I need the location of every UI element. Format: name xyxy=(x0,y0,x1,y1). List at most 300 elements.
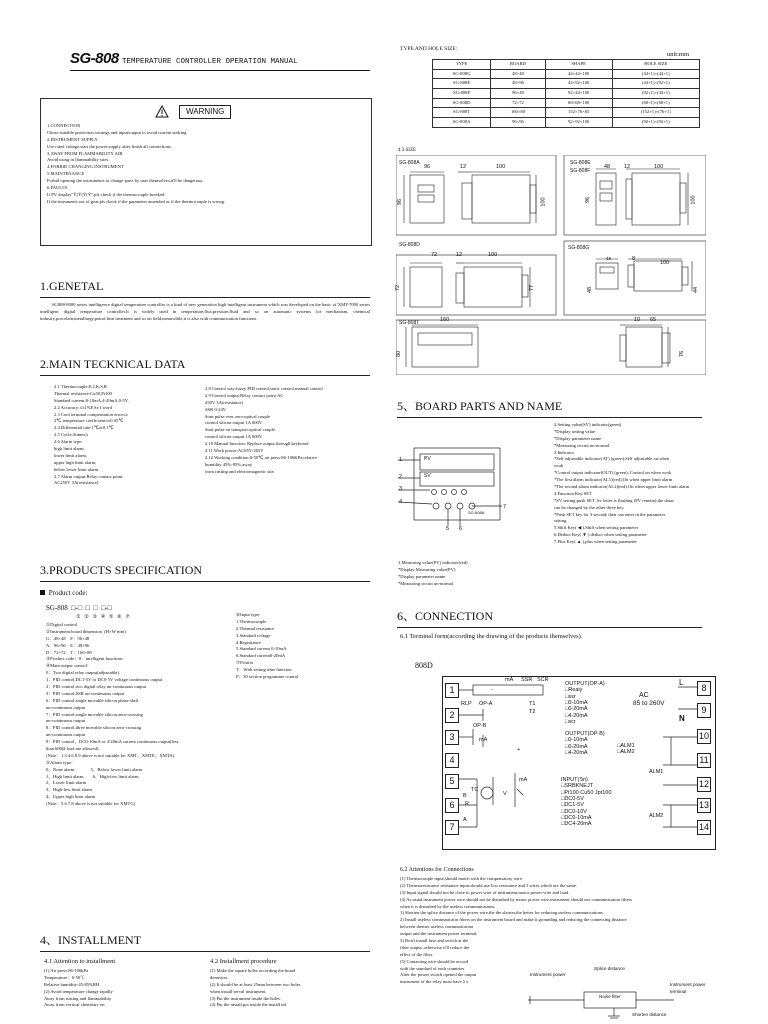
table-cell: 96×96 xyxy=(491,117,546,127)
attention-item: (1) Thermocouple input,should match with the compensatory wire. xyxy=(400,876,524,881)
product-option: ②Instrument board dimension (H×W mm) xyxy=(46,628,126,634)
alarm-block xyxy=(617,743,635,756)
input-block xyxy=(561,777,611,828)
terminal-2: 2 xyxy=(445,708,459,723)
table-cell: (92+1)×(44+1) xyxy=(612,88,699,98)
product-option: un-continuous output xyxy=(46,732,86,738)
alm1-label: ALM1 xyxy=(649,769,664,775)
table-cell: 48×48 xyxy=(491,69,546,79)
warning-line: 3.AWAY FROM FLAMMABILITY AIR xyxy=(47,150,123,156)
size-g-label: SG-808G xyxy=(568,245,590,251)
terminal-8: 8 xyxy=(697,681,711,696)
product-option: (Note：5.6.7.8 above is not suitable for XMTG) xyxy=(46,801,136,807)
size-d-d1: 12 xyxy=(456,252,463,258)
product-option: ④Main output control： xyxy=(46,663,92,669)
install-41-list xyxy=(44,968,204,1009)
warning-line: Avoid using in flammability sites xyxy=(47,157,109,163)
tech-item: from rusting and electromagnetic site. xyxy=(205,468,275,474)
table-row xyxy=(433,108,700,118)
panel-num-1: 1 xyxy=(399,457,403,463)
board-item: 7.Plus Key( ▲ ),plus when setting parameter xyxy=(554,539,637,545)
product-option: un-continuous output xyxy=(46,704,86,710)
table-row xyxy=(433,98,700,108)
attention-item: instrument of the relay must have 5 s xyxy=(400,979,468,985)
table-header: SHAPE xyxy=(545,60,612,70)
n-label: N xyxy=(679,714,685,723)
product-option: ⑥Input type: xyxy=(236,612,261,617)
output-option: □0-10mA xyxy=(565,737,588,744)
size-d-width: 72 xyxy=(431,252,438,258)
output-option: □ssr xyxy=(565,693,576,700)
install-item: Relative humidity:45-85%RH xyxy=(44,981,100,987)
attention-title: 6.2 Attentions for Connections xyxy=(400,867,474,873)
wire-tc-label: TC xyxy=(471,787,479,793)
tech-item: lower limit alarm, xyxy=(54,452,88,458)
size-a-label: SG-808A xyxy=(399,160,420,166)
product-option: 4.Regisitance xyxy=(236,639,261,645)
attention-item: between themes useless communication xyxy=(400,924,474,930)
warning-line: 1.CONNECTION xyxy=(47,123,81,128)
install-item: (3) Put the instrument inside the holes. xyxy=(210,995,282,1001)
filter-shorten-label: Shorten distance xyxy=(632,1012,667,1017)
board-item: *Display parameter name xyxy=(398,573,446,579)
board-item: *SV setting:push SET ,Sv letter is flashing (PV remain),the datas xyxy=(554,497,674,503)
input-option: □SRBKNEJT xyxy=(561,783,594,790)
warning-line: Use rated voltage,start the power,supply after finish all connections. xyxy=(47,143,172,149)
product-option: 0、None alarm 5、Below lower limit alarm xyxy=(46,766,143,772)
size-a-width: 96 xyxy=(424,164,431,170)
warning-line: Chose suitable protection wirungs and input/output to avoid current striking xyxy=(47,129,187,135)
wire-scr-label: SCR xyxy=(537,677,549,683)
size-t-d2: 65 xyxy=(650,317,657,323)
output-option: □4-20mA xyxy=(565,749,588,756)
board-item: 6.Deduct Key( ▼ ),deduct when setting parameter xyxy=(554,532,647,538)
board-item: *Display setting value xyxy=(554,428,596,434)
board-item: *The second alarm indicator(AL2)(red),On when upper lower limit alarm xyxy=(554,484,690,490)
size-f-label: SG-808F xyxy=(570,168,591,174)
board-item: 5.Shift Key( ◀ ),Shift when setting parameter xyxy=(554,525,639,531)
tech-item: Thermal resistance:Cu50,Pt100 xyxy=(54,390,112,396)
wire-plus-label: + xyxy=(517,747,521,753)
l-label: L xyxy=(679,678,684,687)
wire-a-label: A xyxy=(463,817,467,823)
board-left-list xyxy=(398,560,548,588)
warning-line: 4.FORBID CHANGING INSTRUMENT xyxy=(47,164,124,170)
tech-item: 2.12 Working condition:0-50℃,air press:86-106KPa,relative xyxy=(205,454,318,460)
square-bullet-icon xyxy=(40,590,45,595)
table-cell: SG-808T xyxy=(433,108,491,118)
panel-num-3: 3 xyxy=(399,486,403,492)
board-item: *Control output indicator(OUT) (green), Control on when work xyxy=(554,470,672,476)
output-option: □scr xyxy=(565,718,576,725)
size-title: 4.3 SIZE xyxy=(398,148,417,153)
install-42-list xyxy=(210,968,375,1009)
filter-box-label: Noise filter xyxy=(599,994,621,999)
product-option: 1、High limit alarm 6、High-low limit alarm xyxy=(46,773,139,779)
size-ef-group xyxy=(564,155,706,315)
install-item: (2) Avoid temperature change rapidly xyxy=(44,988,113,994)
tech-item: 2.2 Accuracy:≤±1%F.S±1 word xyxy=(54,404,112,410)
terminal-5: 5 xyxy=(445,774,459,789)
size-ef-height: 96 xyxy=(585,196,592,204)
size-e-label: SG-808E xyxy=(570,160,591,166)
table-row xyxy=(433,117,700,127)
warning-line: If the intruments out of gear,pls check if the parameter amended or if the thermocouple is wrong. xyxy=(47,198,226,204)
install-item: (2) It should be at least 25mm between two holes xyxy=(210,981,301,987)
input-option: □Pt100 Cu50 Jpt100 xyxy=(561,789,612,796)
section-products-heading xyxy=(40,562,370,582)
wire-ma2-label: mA xyxy=(479,737,488,743)
output-a-block xyxy=(565,681,605,725)
table-cell: (68+1)×(68+1) xyxy=(612,98,699,108)
general-text: SG808-8000 series intelligence digital temperature controller is a kind of new generation high intelligent instrument which was developed on the basic of XMT-7000 series intelligent digital temperature controller.It is widely used in temperature,flux,pressure,fluid and so on automatic systems for mechanism, chemical industry,porcelain,metallurgy,petrol,heat treatment and so on field,meanwhile,it is also with communication functions. xyxy=(40,302,370,321)
product-option: 0：Two digital relay output(adjustable). xyxy=(46,670,120,676)
tech-item: 2.7 Alarm output:Relay contact point: xyxy=(54,473,124,479)
board-item: 3.Indicator xyxy=(554,449,575,455)
product-option: un-continuous output xyxy=(46,718,86,724)
table-cell: SG-808E xyxy=(433,79,491,89)
warning-line: 6.FAULTS xyxy=(47,185,68,191)
wire-t1-label: T1 xyxy=(529,701,536,707)
terminal-12: 12 xyxy=(697,777,711,792)
terminal-9: 9 xyxy=(697,703,711,718)
product-option: 5.Standard current 0-10mA xyxy=(236,646,287,652)
product-option: 2：PID control,two digital relay un-continuous output xyxy=(46,684,147,690)
panel-model-label: SG-808A xyxy=(468,510,485,515)
table-cell: 152×76×65 xyxy=(545,108,612,118)
product-option: 2.Thermal resistance xyxy=(236,625,275,631)
filter-terminal-label: Instrument power terminal xyxy=(670,982,706,994)
size-t-d1: 10 xyxy=(634,317,641,323)
wire-b-label: B xyxy=(463,793,467,799)
output-option: □0-20mA xyxy=(565,743,588,750)
filter-splice-label: Splice distance xyxy=(594,966,625,971)
install-item: Away from rusting and flammability xyxy=(44,995,112,1001)
output-a-title: OUTPUT(OP-A) xyxy=(565,681,605,687)
table-cell: (44+1)×(92+1) xyxy=(612,79,699,89)
size-t-label: SG-808T xyxy=(399,320,420,326)
product-option: D：72×72 T：160×80 xyxy=(46,649,92,655)
attention-item: 1) Shorten the splice distance of the power wire,the the shorter,the better for reducing useless communications. xyxy=(400,910,604,916)
alarm-option: □ALM2 xyxy=(617,749,635,756)
product-option: P：30 section programme control xyxy=(236,674,299,680)
ac-range-label: 85 to 260V xyxy=(633,700,665,707)
tech-item: Standard current:0-10mA,4-20mA,0-5V, xyxy=(54,397,129,403)
table-cell: 160×80 xyxy=(491,108,546,118)
products-left-list xyxy=(46,622,241,808)
tech-item: high limit alarm, xyxy=(54,446,85,452)
table-cell: 48×96 xyxy=(491,79,546,89)
install-item: when install serval instrument. xyxy=(210,988,267,994)
terminal-6: 6 xyxy=(445,798,459,813)
install-item: demision. xyxy=(210,974,228,980)
technical-right-list xyxy=(205,386,375,476)
table-cell: 68×68×100 xyxy=(545,98,612,108)
install-item: (1) Make the square holes according the board xyxy=(210,968,296,973)
terminal-10: 10 xyxy=(697,729,711,744)
wire-t2-label: T2 xyxy=(529,709,536,715)
wire-v-label: V xyxy=(503,791,507,797)
size-ef-d1: 12 xyxy=(624,164,631,170)
output-a-items xyxy=(565,687,605,725)
install-item: (4) Put the install pot inside the install nil. xyxy=(210,1002,288,1008)
product-option: ⑤Alarm type： xyxy=(46,759,76,765)
board-item: 1.Measuring value(PV) indicator(red) xyxy=(398,560,468,565)
panel-num-2: 2 xyxy=(399,474,403,480)
warning-line: Forbid opening the instruments to change parts by user themselves,it'll be dangerous. xyxy=(47,178,204,184)
warning-list xyxy=(47,123,367,206)
table-cell: SG-808D xyxy=(433,98,491,108)
panel-num-7: 7 xyxy=(503,504,507,510)
size-d-label: SG-808D xyxy=(399,242,420,248)
board-item: 4.Function Key SET xyxy=(554,490,592,496)
install-item: Temperature：0-50℃ xyxy=(44,974,85,980)
table-cell: 44×44×100 xyxy=(545,69,612,79)
product-option: 3.Standard voltage xyxy=(236,632,271,638)
product-option: 9：PID control，DC0-10mA or 4-20mA current continuous output(less xyxy=(46,739,179,745)
tech-item: below lower limit alarm xyxy=(54,466,99,472)
table-cell: 92×92×100 xyxy=(545,117,612,127)
tech-item: 250V 3A(resistance) xyxy=(205,399,244,405)
products-right-list xyxy=(236,612,371,681)
tech-item: 2.6 Alarm type: xyxy=(54,439,83,445)
technical-title: 2.MAIN TECKNICAL DATA xyxy=(40,357,186,371)
input-option: □DC1-5V xyxy=(561,802,584,809)
install-item: (1) Air press:86-106kPa xyxy=(44,968,89,973)
panel-pv-label: PV xyxy=(424,456,431,462)
product-code-text: Product code: xyxy=(48,589,88,597)
connection-model: 808D xyxy=(415,661,433,670)
output-option: □4-20mA xyxy=(565,712,588,719)
typesize-table xyxy=(432,59,700,128)
attention-item: After the power switch opened the output xyxy=(400,972,477,978)
table-cell: (152+1)×(76+1) xyxy=(612,108,699,118)
terminal-4: 4 xyxy=(445,753,459,768)
attention-list xyxy=(400,876,705,986)
size-d-hh: 77 xyxy=(529,284,536,292)
connection-subtitle: 6.1 Terminal form(according the drawing of the products themselves). xyxy=(400,633,583,640)
attention-item: (5) Contacting wire should be accord xyxy=(400,958,469,964)
size-t-height: 80 xyxy=(396,350,403,358)
attention-item: 2) Install useless communicatin filters on the instrument board and make it grounding and reducing the connecting distance xyxy=(400,917,627,923)
attention-item: (4) As usual,instrument power wire should not be disturbed by motor power wire.instrument should use communication filters xyxy=(400,896,632,902)
product-option: 3、High-low limit alarm xyxy=(46,787,92,793)
size-a-hh: 100 xyxy=(540,197,547,207)
wire-r-label: R xyxy=(465,801,469,807)
input-option: □DC0-10V xyxy=(561,808,587,815)
alarm-option: □ALM1 xyxy=(617,743,635,749)
attention-item: filter output ,otherwise it'll reduce the xyxy=(400,944,470,950)
board-panel-diagram xyxy=(398,446,508,536)
product-option: 1.Thermocouple xyxy=(236,618,267,624)
product-option: G：48×48 F：96×48 xyxy=(46,635,90,641)
size-ef-width: 48 xyxy=(604,164,611,170)
product-option: than 600Ω load are allowed). xyxy=(46,746,100,752)
tech-item: 2.11 Work power:AC85V-265V xyxy=(205,448,264,454)
warning-box xyxy=(40,98,372,246)
tech-item: 2.10 Manual function: Replace output through keyboard xyxy=(205,441,309,447)
table-row xyxy=(433,69,700,79)
product-code-pattern: SG-808 □-□ □ □ □-□ xyxy=(46,604,112,612)
product-code-label xyxy=(40,588,87,598)
tech-item: Start pulse over zero:optical couple xyxy=(205,413,271,419)
output-option: □Reaiy xyxy=(565,687,583,694)
wire-opb-label: OP-B xyxy=(473,723,487,729)
wire-ma-label: mA xyxy=(505,677,514,683)
brand-logo: SG-808 xyxy=(70,50,119,67)
panel-num-5: 5 xyxy=(446,526,450,532)
install-41-heading: 4.1 Attention to installment xyxy=(44,958,116,965)
section-board-heading xyxy=(397,398,702,418)
tech-item: humidity 45%-85%,away xyxy=(205,461,252,467)
product-option: 2、Lower limit alarm xyxy=(46,780,87,786)
section-technical-heading xyxy=(40,356,370,376)
size-d-d2: 100 xyxy=(488,252,498,258)
board-item: *Display parameter name xyxy=(554,435,602,441)
product-option: 6：PID control,single movable silicon phase-shift xyxy=(46,697,139,703)
table-row xyxy=(433,88,700,98)
panel-num-6: 6 xyxy=(459,526,463,532)
attention-item: effect of the filter. xyxy=(400,951,434,957)
warning-heading xyxy=(155,104,275,120)
wire-ma3-label: mA xyxy=(519,777,528,783)
manual-header xyxy=(70,48,370,71)
install-item: Away from vertical chemistry etc xyxy=(44,1002,106,1008)
typesize-title: TYPE AND HOLE SIZE: xyxy=(400,46,458,52)
table-cell: (44+1)×(44+1) xyxy=(612,69,699,79)
tech-item: Start pulse on transport:optical couple xyxy=(205,427,275,433)
board-item: 2.Setting value(SV) indicator(green) xyxy=(554,422,622,427)
product-option: T：With setting time function xyxy=(236,667,292,673)
size-t-hh: 76 xyxy=(679,350,686,358)
board-item: *Measuring circuit un-normal xyxy=(554,442,610,448)
product-option: 6.Standard current0-20mA xyxy=(236,653,286,659)
section-install-heading xyxy=(40,932,370,952)
product-option: 8：PID control,three movable silicon zero-crossing xyxy=(46,725,142,731)
size-g-width: 48 xyxy=(606,256,612,261)
ac-label: AC xyxy=(639,692,649,699)
board-right-list xyxy=(554,422,704,546)
table-cell: SG-808G xyxy=(433,69,491,79)
products-title: 3.PRODUCTS SPECIFICATION xyxy=(40,563,203,577)
table-cell: (92+1)×(92+1) xyxy=(612,117,699,127)
wire-rlp-label: RLP xyxy=(461,701,472,707)
wire-minus-label: - xyxy=(491,687,493,693)
board-item: work xyxy=(554,463,564,469)
section-general-heading xyxy=(40,278,370,298)
tech-item: SSR 0-24V xyxy=(205,406,227,412)
output-b-items xyxy=(565,737,605,756)
tech-item: AC250V 3A(resistance) xyxy=(54,480,99,486)
manual-title: TEMPERATURE CONTROLLER OPERATION MANUAL xyxy=(121,58,298,66)
terminal-3: 3 xyxy=(445,730,459,745)
table-row xyxy=(433,79,700,89)
table-header: HOLE SIZE xyxy=(612,60,699,70)
warning-triangle-icon xyxy=(155,105,169,118)
tech-item: 2.8 Control way:fuzzy PID control,static control,manual control xyxy=(205,386,323,391)
size-a-d1: 12 xyxy=(460,164,467,170)
input-option: □DC0-5V xyxy=(561,795,584,802)
attention-item: (2) Thermoresisrance resistance input,should use low resistance and 3 wires which are the same. xyxy=(400,882,578,888)
product-option: ①Digital control xyxy=(46,622,78,627)
warning-line: 5.MAINTENANCE xyxy=(47,171,85,177)
output-option: □0-20mA xyxy=(565,706,588,713)
attention-item: with the standard of each countries. xyxy=(400,965,466,971)
table-cell: 44×92×100 xyxy=(545,79,612,89)
connection-title: 6、CONNECTION xyxy=(397,609,493,623)
terminal-14: 14 xyxy=(697,820,711,835)
board-item: can be changed by the other three key. xyxy=(554,504,625,510)
install-title: 4、INSTALLMENT xyxy=(40,933,142,947)
product-option: 1：PID control,DC1-5V or DC0-5V voltage continuous output xyxy=(46,677,163,683)
product-option: ③Product code：8：intelligent functions xyxy=(46,656,123,662)
board-item: *Push SET key for 3 second, then can enter in the parameter xyxy=(554,511,666,517)
product-option: 4、Upper high limit alarm xyxy=(46,794,96,800)
general-title: 1.GENETAL xyxy=(40,279,104,293)
product-option: 7：PID control,single movable silicon zero-crossing xyxy=(46,711,143,717)
wire-opa-label: OP-A xyxy=(479,701,493,707)
terminal-1: 1 xyxy=(445,683,459,698)
size-g-height: 48 xyxy=(587,286,594,294)
table-cell: 92×44×100 xyxy=(545,88,612,98)
terminal-11: 11 xyxy=(697,753,711,768)
size-g-d2: 100 xyxy=(660,260,670,266)
tech-item: upper high limit alarm, xyxy=(54,459,97,465)
table-cell: SG-808F xyxy=(433,88,491,98)
size-a-d2: 100 xyxy=(496,164,506,170)
table-cell: SG-808A xyxy=(433,117,491,127)
size-g-d1: 8 xyxy=(632,256,636,262)
warning-title: WARNING xyxy=(179,105,231,119)
product-option: A：96×96 E：48×96 xyxy=(46,642,90,648)
output-b-title: OUTPUT(OP-B) xyxy=(565,731,605,737)
product-option: ⑦Postfix xyxy=(236,660,254,666)
size-g-hh: 44 xyxy=(693,286,700,294)
board-title: 5、BOARD PARTS AND NAME xyxy=(397,399,563,413)
board-item: *Measuring circuit un-normal xyxy=(398,580,454,586)
tech-item: control silicon output 1A 600V xyxy=(205,420,263,426)
tech-item: 2.4 Differential rate:1℃or0.1℃ xyxy=(54,425,114,431)
size-t-width: 160 xyxy=(440,317,450,323)
tech-item: control silicon output 1A 600V xyxy=(205,434,263,440)
warning-line: 2.INSTRUMENT SUPPLY xyxy=(47,136,98,142)
output-option: □0-10mA xyxy=(565,699,588,706)
attention-item: when it is disturbed by the useless communications. xyxy=(400,903,496,909)
wire-ssr-label: SSR xyxy=(521,677,533,683)
attention-item: 3) Don't install fuse and switch at the xyxy=(400,938,469,944)
table-cell: 96×48 xyxy=(491,88,546,98)
board-item: *Self adjustable indicator(AT) (green),Self adjustable on when xyxy=(554,456,670,462)
tech-item: 2.9 Control output:Relay contact point:AC xyxy=(205,392,284,398)
alm2-label: ALM2 xyxy=(649,813,664,819)
tech-item: 2.1 Thermocouple:E,J,K,S,R xyxy=(54,384,107,389)
input-option: □DC0-10mA xyxy=(561,814,592,821)
wiring-diagram xyxy=(442,676,716,850)
size-ef-hh: 100 xyxy=(690,195,697,205)
table-cell: 72×72 xyxy=(491,98,546,108)
input-option: □DC4-20mA xyxy=(561,821,592,828)
attention-item: (3) Input signal should not be close to power wire of instrument,motor power wire and load. xyxy=(400,889,570,895)
technical-left-list xyxy=(54,384,202,487)
panel-num-4: 4 xyxy=(399,499,403,505)
product-code-numbers: ① ② ③ ④ ⑤ ⑥ ⑦ xyxy=(76,615,130,620)
product-option: 3：PID control,SSR un-continuous output xyxy=(46,690,125,696)
output-b-block xyxy=(565,731,605,756)
table-header: BOARD xyxy=(491,60,546,70)
size-d-height: 72 xyxy=(395,284,402,292)
board-item: *Display Measuring value(PV) xyxy=(398,566,456,572)
terminal-7: 7 xyxy=(445,820,459,835)
